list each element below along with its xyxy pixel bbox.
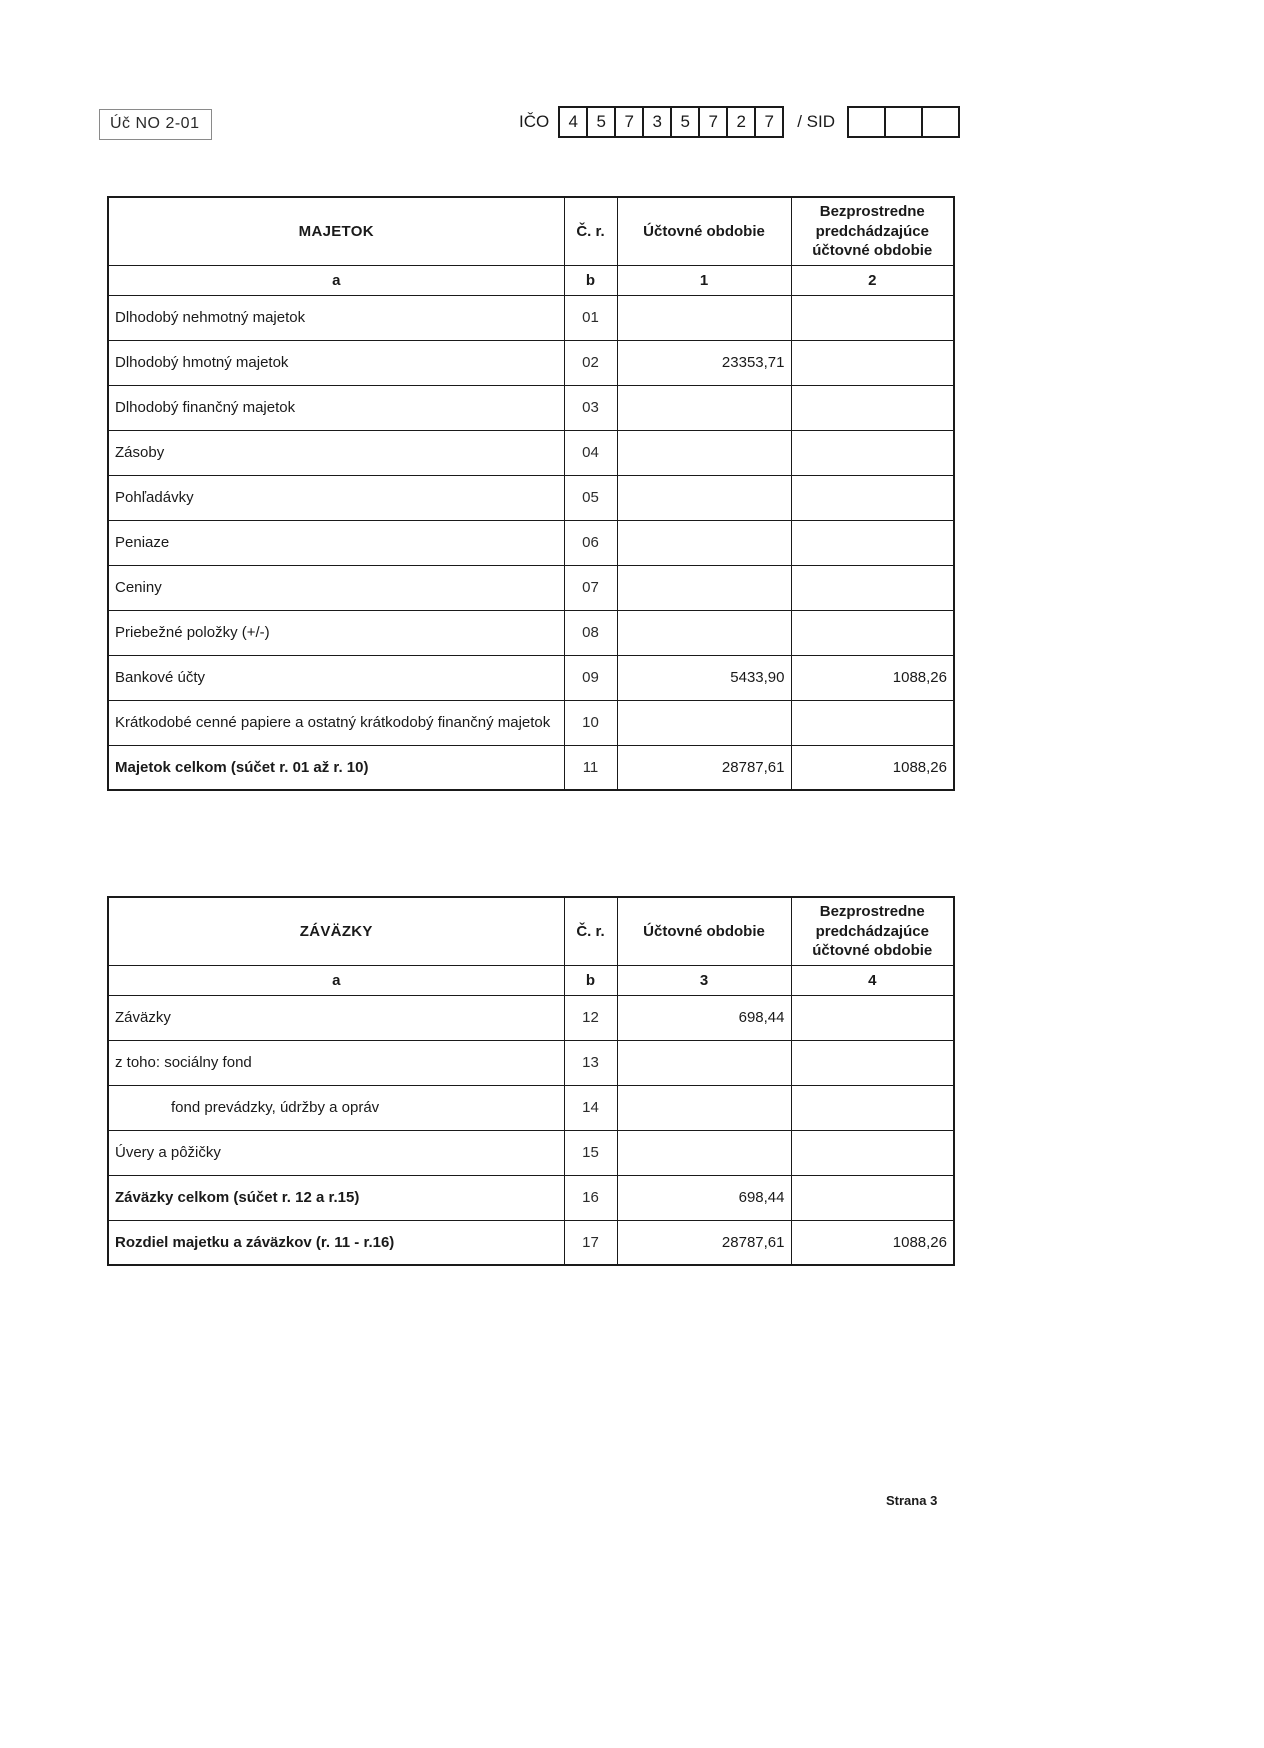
row-previous-value — [791, 700, 954, 745]
row-current-value: 28787,61 — [617, 1220, 791, 1265]
row-label: Dlhodobý nehmotný majetok — [108, 295, 564, 340]
row-label: Bankové účty — [108, 655, 564, 700]
row-current-value — [617, 565, 791, 610]
row-number: 15 — [564, 1130, 617, 1175]
row-number: 08 — [564, 610, 617, 655]
table-row-total — [108, 1220, 954, 1265]
sid-cell — [847, 106, 886, 138]
row-current-value — [617, 385, 791, 430]
row-previous-value — [791, 1085, 954, 1130]
row-label: Pohľadávky — [108, 475, 564, 520]
page-number: Strana 3 — [886, 1493, 938, 1508]
ico-digit-cell: 4 — [558, 106, 588, 138]
row-number: 06 — [564, 520, 617, 565]
row-current-value: 28787,61 — [617, 745, 791, 790]
row-label: Zásoby — [108, 430, 564, 475]
ico-digit-cell: 3 — [642, 106, 672, 138]
row-previous-value: 1088,26 — [791, 655, 954, 700]
row-current-value — [617, 295, 791, 340]
row-number: 17 — [564, 1220, 617, 1265]
row-previous-value — [791, 430, 954, 475]
row-current-value: 698,44 — [617, 1175, 791, 1220]
ico-digit-cell: 7 — [698, 106, 728, 138]
row-current-value: 698,44 — [617, 995, 791, 1040]
ico-digit-cell: 5 — [586, 106, 616, 138]
ico-digit-cell: 7 — [754, 106, 784, 138]
row-number: 16 — [564, 1175, 617, 1220]
subheader-b: b — [564, 265, 617, 295]
row-number: 14 — [564, 1085, 617, 1130]
table-row — [108, 340, 954, 385]
ico-digit-cell: 7 — [614, 106, 644, 138]
subheader-a: a — [108, 265, 564, 295]
zavazky-title: ZÁVÄZKY — [108, 897, 564, 965]
row-previous-value: 1088,26 — [791, 745, 954, 790]
sid-cell — [921, 106, 960, 138]
row-current-value — [617, 475, 791, 520]
row-number: 05 — [564, 475, 617, 520]
row-number: 03 — [564, 385, 617, 430]
table-row — [108, 1040, 954, 1085]
subheader-2: 2 — [791, 265, 954, 295]
table-row-total — [108, 1175, 954, 1220]
row-previous-value — [791, 610, 954, 655]
row-number: 07 — [564, 565, 617, 610]
subheader-b: b — [564, 965, 617, 995]
row-number: 04 — [564, 430, 617, 475]
majetok-col-previous-header: Bezprostredne predchádzajúce účtovné obdobie — [791, 197, 954, 265]
table-row-total — [108, 745, 954, 790]
row-previous-value — [791, 1040, 954, 1085]
table-row — [108, 385, 954, 430]
row-current-value: 23353,71 — [617, 340, 791, 385]
ico-digit-cell: 2 — [726, 106, 756, 138]
row-label: Dlhodobý hmotný majetok — [108, 340, 564, 385]
subheader-a: a — [108, 965, 564, 995]
row-label: Dlhodobý finančný majetok — [108, 385, 564, 430]
ico-label: IČO — [519, 112, 550, 131]
table-row — [108, 995, 954, 1040]
row-current-value — [617, 1130, 791, 1175]
ico-section — [519, 106, 960, 138]
row-previous-value — [791, 295, 954, 340]
row-current-value — [617, 520, 791, 565]
zavazky-subheader-row — [108, 965, 954, 995]
subheader-4: 4 — [791, 965, 954, 995]
row-number: 01 — [564, 295, 617, 340]
sid-cell — [884, 106, 923, 138]
row-previous-value — [791, 340, 954, 385]
row-label: fond prevádzky, údržby a opráv — [108, 1085, 564, 1130]
zavazky-col-current-header: Účtovné obdobie — [617, 897, 791, 965]
table-row — [108, 475, 954, 520]
zavazky-table — [107, 896, 955, 1266]
majetok-subheader-row — [108, 265, 954, 295]
table-row — [108, 655, 954, 700]
table-row — [108, 610, 954, 655]
form-code: Úč NO 2-01 — [99, 109, 212, 140]
row-label: Krátkodobé cenné papiere a ostatný krátkodobý finančný majetok — [108, 700, 564, 745]
row-label: Rozdiel majetku a záväzkov (r. 11 - r.16) — [108, 1220, 564, 1265]
row-label: Ceniny — [108, 565, 564, 610]
row-previous-value — [791, 1130, 954, 1175]
table-row — [108, 1130, 954, 1175]
majetok-col-cr-header: Č. r. — [564, 197, 617, 265]
row-previous-value: 1088,26 — [791, 1220, 954, 1265]
row-label: Úvery a pôžičky — [108, 1130, 564, 1175]
majetok-header-row — [108, 197, 954, 265]
row-previous-value — [791, 565, 954, 610]
table-row — [108, 520, 954, 565]
row-current-value: 5433,90 — [617, 655, 791, 700]
sid-boxes — [847, 106, 960, 138]
row-current-value — [617, 610, 791, 655]
row-number: 13 — [564, 1040, 617, 1085]
row-number: 02 — [564, 340, 617, 385]
row-current-value — [617, 1040, 791, 1085]
row-label: Záväzky celkom (súčet r. 12 a r.15) — [108, 1175, 564, 1220]
row-current-value — [617, 430, 791, 475]
ico-digit-cell: 5 — [670, 106, 700, 138]
table-row — [108, 295, 954, 340]
row-previous-value — [791, 520, 954, 565]
subheader-1: 1 — [617, 265, 791, 295]
subheader-3: 3 — [617, 965, 791, 995]
row-current-value — [617, 700, 791, 745]
zavazky-col-cr-header: Č. r. — [564, 897, 617, 965]
row-label: Majetok celkom (súčet r. 01 až r. 10) — [108, 745, 564, 790]
table-row — [108, 565, 954, 610]
row-label: z toho: sociálny fond — [108, 1040, 564, 1085]
majetok-col-current-header: Účtovné obdobie — [617, 197, 791, 265]
row-previous-value — [791, 1175, 954, 1220]
ico-digit-boxes — [558, 106, 784, 138]
row-number: 10 — [564, 700, 617, 745]
table-row — [108, 700, 954, 745]
zavazky-header-row — [108, 897, 954, 965]
table-row — [108, 1085, 954, 1130]
row-previous-value — [791, 995, 954, 1040]
row-previous-value — [791, 385, 954, 430]
row-number: 11 — [564, 745, 617, 790]
row-label: Priebežné položky (+/-) — [108, 610, 564, 655]
majetok-table — [107, 196, 955, 791]
zavazky-col-previous-header: Bezprostredne predchádzajúce účtovné obdobie — [791, 897, 954, 965]
row-previous-value — [791, 475, 954, 520]
row-current-value — [617, 1085, 791, 1130]
row-number: 09 — [564, 655, 617, 700]
majetok-title: MAJETOK — [108, 197, 564, 265]
sid-label: / SID — [797, 112, 836, 131]
row-number: 12 — [564, 995, 617, 1040]
row-label: Peniaze — [108, 520, 564, 565]
row-label: Záväzky — [108, 995, 564, 1040]
table-row — [108, 430, 954, 475]
